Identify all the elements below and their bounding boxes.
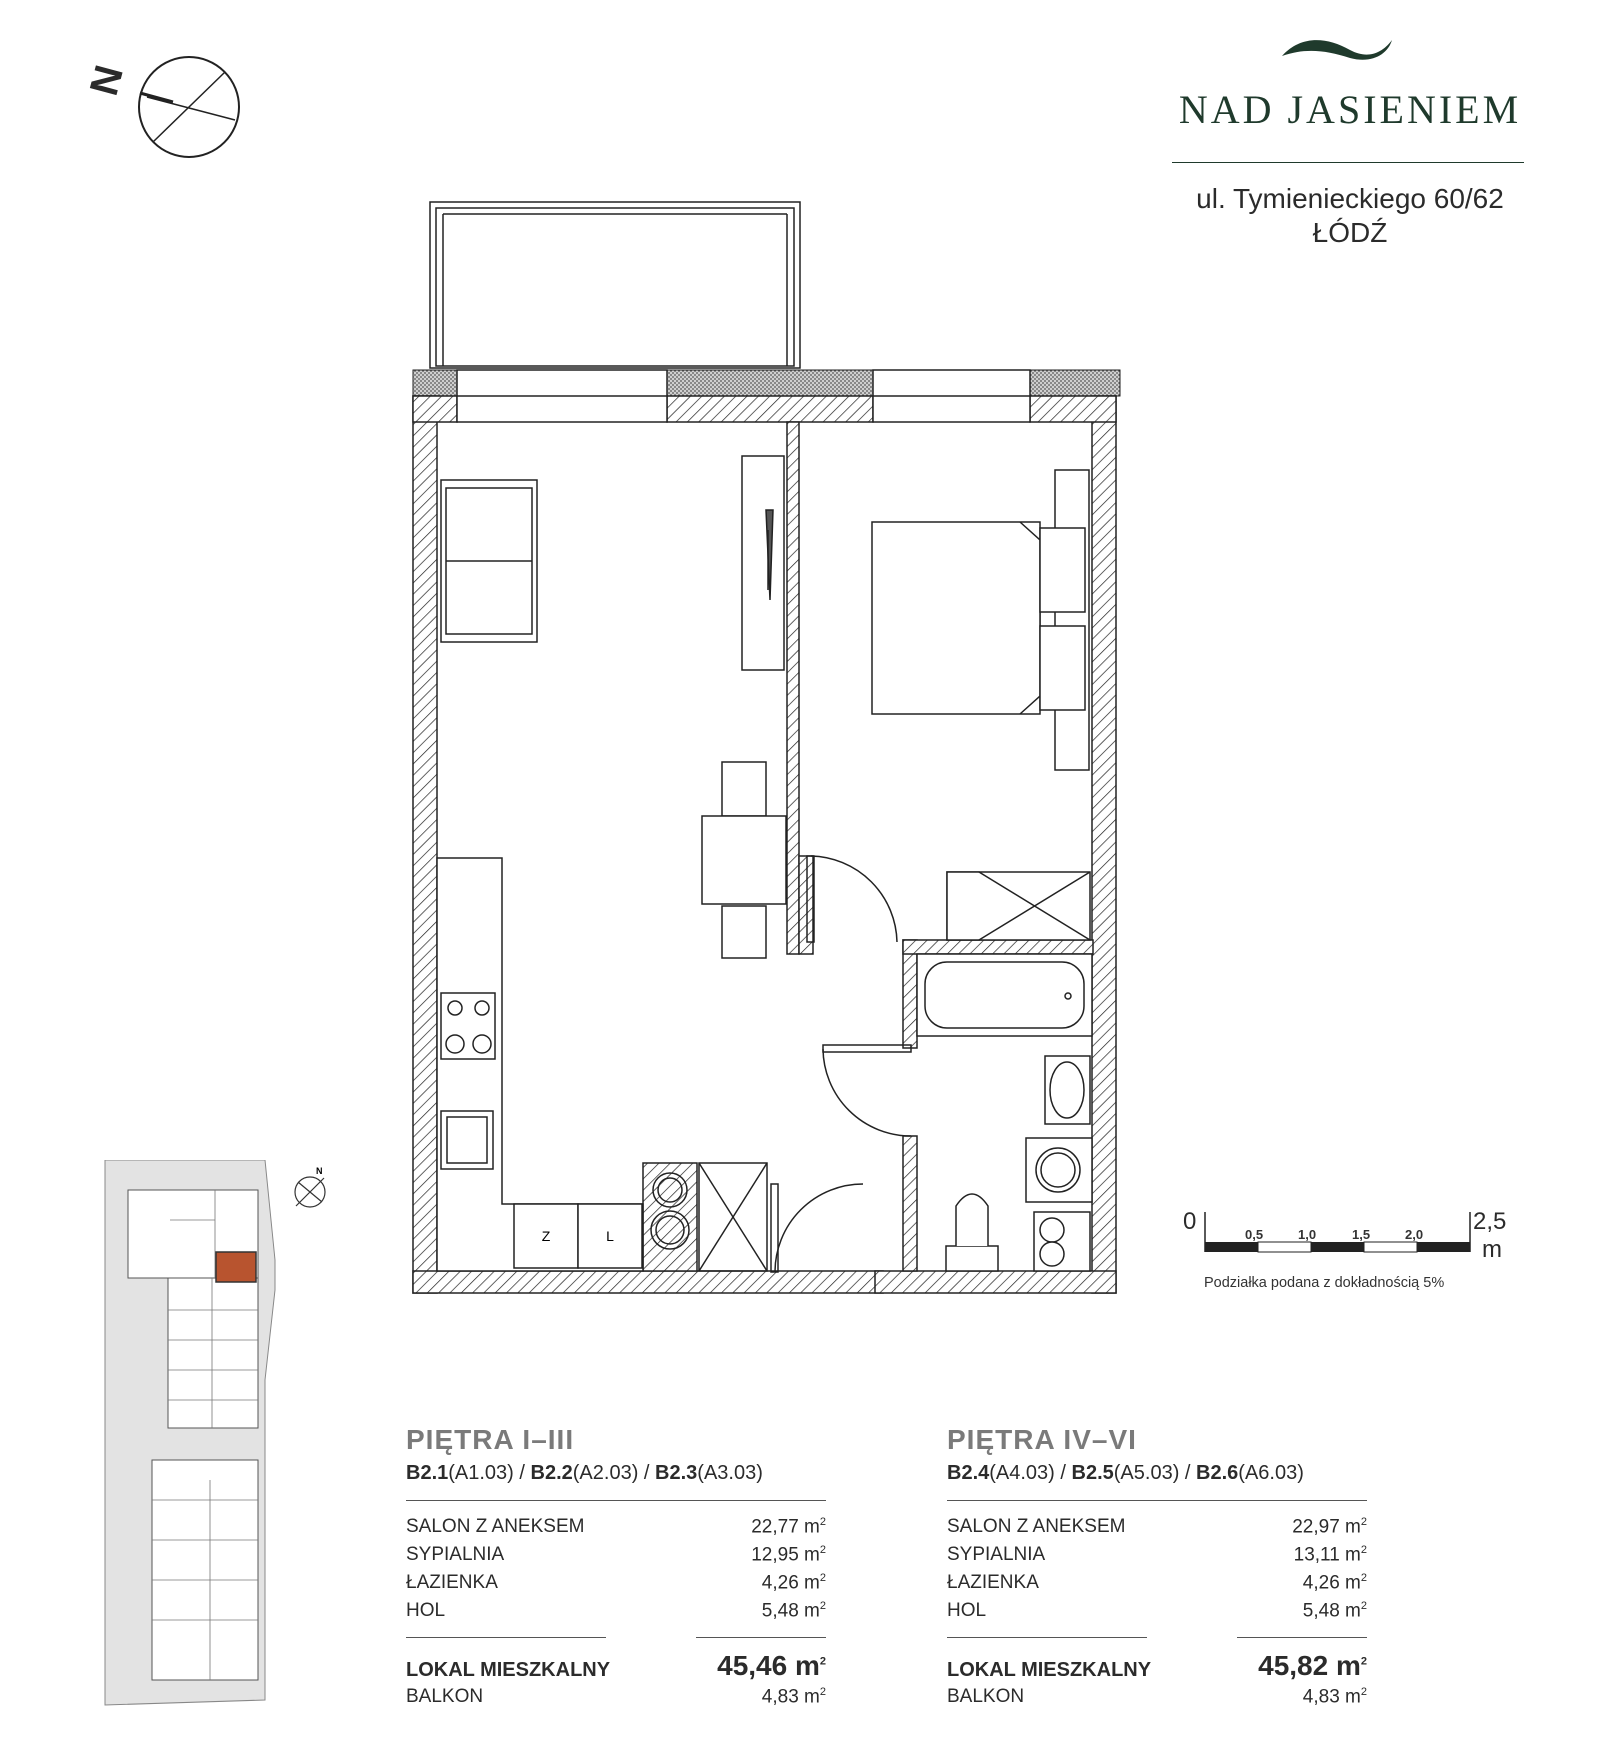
room-row xyxy=(406,1541,826,1569)
unit-code: B2.6 xyxy=(1196,1462,1239,1484)
total-value: 45,82 m xyxy=(1258,1650,1361,1681)
unit-code: B2.4 xyxy=(947,1462,990,1484)
room-name: ŁAZIENKA xyxy=(947,1572,1039,1593)
scale-tick-label: 1,0 xyxy=(1298,1227,1317,1242)
unit-code: B2.2 xyxy=(530,1462,573,1484)
brand-name: NAD JASIENIEM xyxy=(1178,87,1522,132)
unit-code-alt: (A3.03) xyxy=(697,1462,763,1484)
tv-cabinet xyxy=(742,456,784,670)
unit-code: B2.3 xyxy=(655,1462,698,1484)
balcony-label: BALKON xyxy=(406,1686,484,1707)
room-name: SALON Z ANEKSEM xyxy=(947,1516,1126,1537)
sofa xyxy=(441,480,537,642)
unit-superscript: 2 xyxy=(1360,1543,1367,1556)
room-area: 5,48 m xyxy=(1302,1600,1361,1622)
unit-superscript: 2 xyxy=(1360,1571,1367,1584)
unit-superscript: 2 xyxy=(1360,1599,1367,1612)
table-heading: PIĘTRA IV–VI xyxy=(947,1424,1137,1455)
total-label: LOKAL MIESZKALNY xyxy=(406,1659,611,1681)
fridge-label: Z xyxy=(541,1228,551,1244)
unit-superscript: 2 xyxy=(1360,1655,1367,1668)
unit-code-alt: (A2.03) xyxy=(572,1462,639,1484)
scale-unit-label: m xyxy=(1482,1236,1502,1263)
address-street: ul. Tymienieckiego 60/62 xyxy=(1196,183,1504,214)
room-name: SYPIALNIA xyxy=(947,1544,1046,1565)
unit-code-alt: (A1.03) xyxy=(448,1462,514,1484)
key-plan-north-label: N xyxy=(316,1166,323,1176)
unit-code: B2.1 xyxy=(406,1462,449,1484)
unit-codes: B2.4(A4.03) / B2.5(A5.03) / B2.6(A6.03) xyxy=(947,1462,1304,1484)
scale-tick-label: 0,5 xyxy=(1245,1227,1264,1242)
room-name: SALON Z ANEKSEM xyxy=(406,1516,585,1537)
table-rule xyxy=(947,1500,1367,1501)
scale-max-label: 2,5 xyxy=(1473,1208,1507,1235)
key-plan-compass-icon xyxy=(295,1177,325,1207)
scale-zero-label: 0 xyxy=(1183,1208,1197,1235)
room-row xyxy=(947,1541,1367,1569)
unit-superscript: 2 xyxy=(819,1599,826,1612)
balcony-row xyxy=(406,1686,826,1712)
room-area: 22,77 m xyxy=(751,1516,820,1538)
unit-superscript: 2 xyxy=(819,1515,826,1528)
room-area: 13,11 m xyxy=(1293,1544,1361,1566)
room-name: HOL xyxy=(947,1600,987,1621)
scale-tick-label: 1,5 xyxy=(1352,1227,1371,1242)
unit-superscript: 2 xyxy=(819,1686,826,1698)
unit-code-alt: (A5.03) xyxy=(1113,1462,1180,1484)
unit-superscript: 2 xyxy=(1360,1686,1367,1698)
room-row xyxy=(947,1513,1367,1541)
room-area: 4,26 m xyxy=(1302,1572,1361,1594)
unit-code: B2.5 xyxy=(1071,1462,1114,1484)
total-value: 45,46 m xyxy=(717,1650,820,1681)
room-area: 22,97 m xyxy=(1292,1516,1361,1538)
table-split-rule xyxy=(947,1637,1367,1638)
room-row xyxy=(947,1569,1367,1597)
unit-superscript: 2 xyxy=(1360,1515,1367,1528)
scale-note: Podziałka podana z dokładnością 5% xyxy=(1204,1275,1445,1291)
address-city: ŁÓDŹ xyxy=(1312,217,1388,248)
room-name: SYPIALNIA xyxy=(406,1544,505,1565)
room-name: HOL xyxy=(406,1600,446,1621)
room-area: 4,26 m xyxy=(761,1572,820,1594)
kitchen-counter xyxy=(437,858,643,1271)
balcony xyxy=(430,202,800,368)
room-row xyxy=(406,1597,826,1625)
unit-codes: B2.1(A1.03) / B2.2(A2.03) / B2.3(A3.03) xyxy=(406,1462,763,1484)
unit-superscript: 2 xyxy=(819,1655,826,1668)
key-plan-highlight xyxy=(216,1252,256,1282)
room-area: 5,48 m xyxy=(761,1600,820,1622)
scale-ruler xyxy=(1200,1212,1475,1262)
key-plan-drawing xyxy=(100,1160,380,1720)
table-heading: PIĘTRA I–III xyxy=(406,1424,575,1455)
table-rule xyxy=(406,1500,826,1501)
bedroom-furniture xyxy=(872,470,1090,940)
total-label: LOKAL MIESZKALNY xyxy=(947,1659,1152,1681)
key-plan xyxy=(100,1160,380,1720)
unit-code-alt: (A4.03) xyxy=(989,1462,1055,1484)
area-table-floors-low xyxy=(406,1424,826,1712)
unit-code-alt: (A6.03) xyxy=(1238,1462,1304,1484)
table-split-rule xyxy=(406,1637,826,1638)
total-row xyxy=(406,1646,826,1682)
room-row xyxy=(947,1597,1367,1625)
room-row xyxy=(406,1513,826,1541)
unit-superscript: 2 xyxy=(819,1543,826,1556)
balcony-label: BALKON xyxy=(947,1686,1025,1707)
scale-tick-label: 2,0 xyxy=(1405,1227,1424,1242)
unit-superscript: 2 xyxy=(819,1571,826,1584)
room-name: ŁAZIENKA xyxy=(406,1572,498,1593)
area-table-floors-high xyxy=(947,1424,1367,1712)
room-row xyxy=(406,1569,826,1597)
room-area: 12,95 m xyxy=(751,1544,820,1566)
balcony-value: 4,83 m xyxy=(761,1686,820,1708)
balcony-value: 4,83 m xyxy=(1302,1686,1361,1708)
dishwasher-label: L xyxy=(606,1228,614,1244)
compass-north-label: N xyxy=(81,60,132,101)
bathroom-fixtures xyxy=(917,954,1092,1271)
total-row xyxy=(947,1646,1367,1682)
balcony-row xyxy=(947,1686,1367,1712)
dining-set xyxy=(702,762,786,958)
